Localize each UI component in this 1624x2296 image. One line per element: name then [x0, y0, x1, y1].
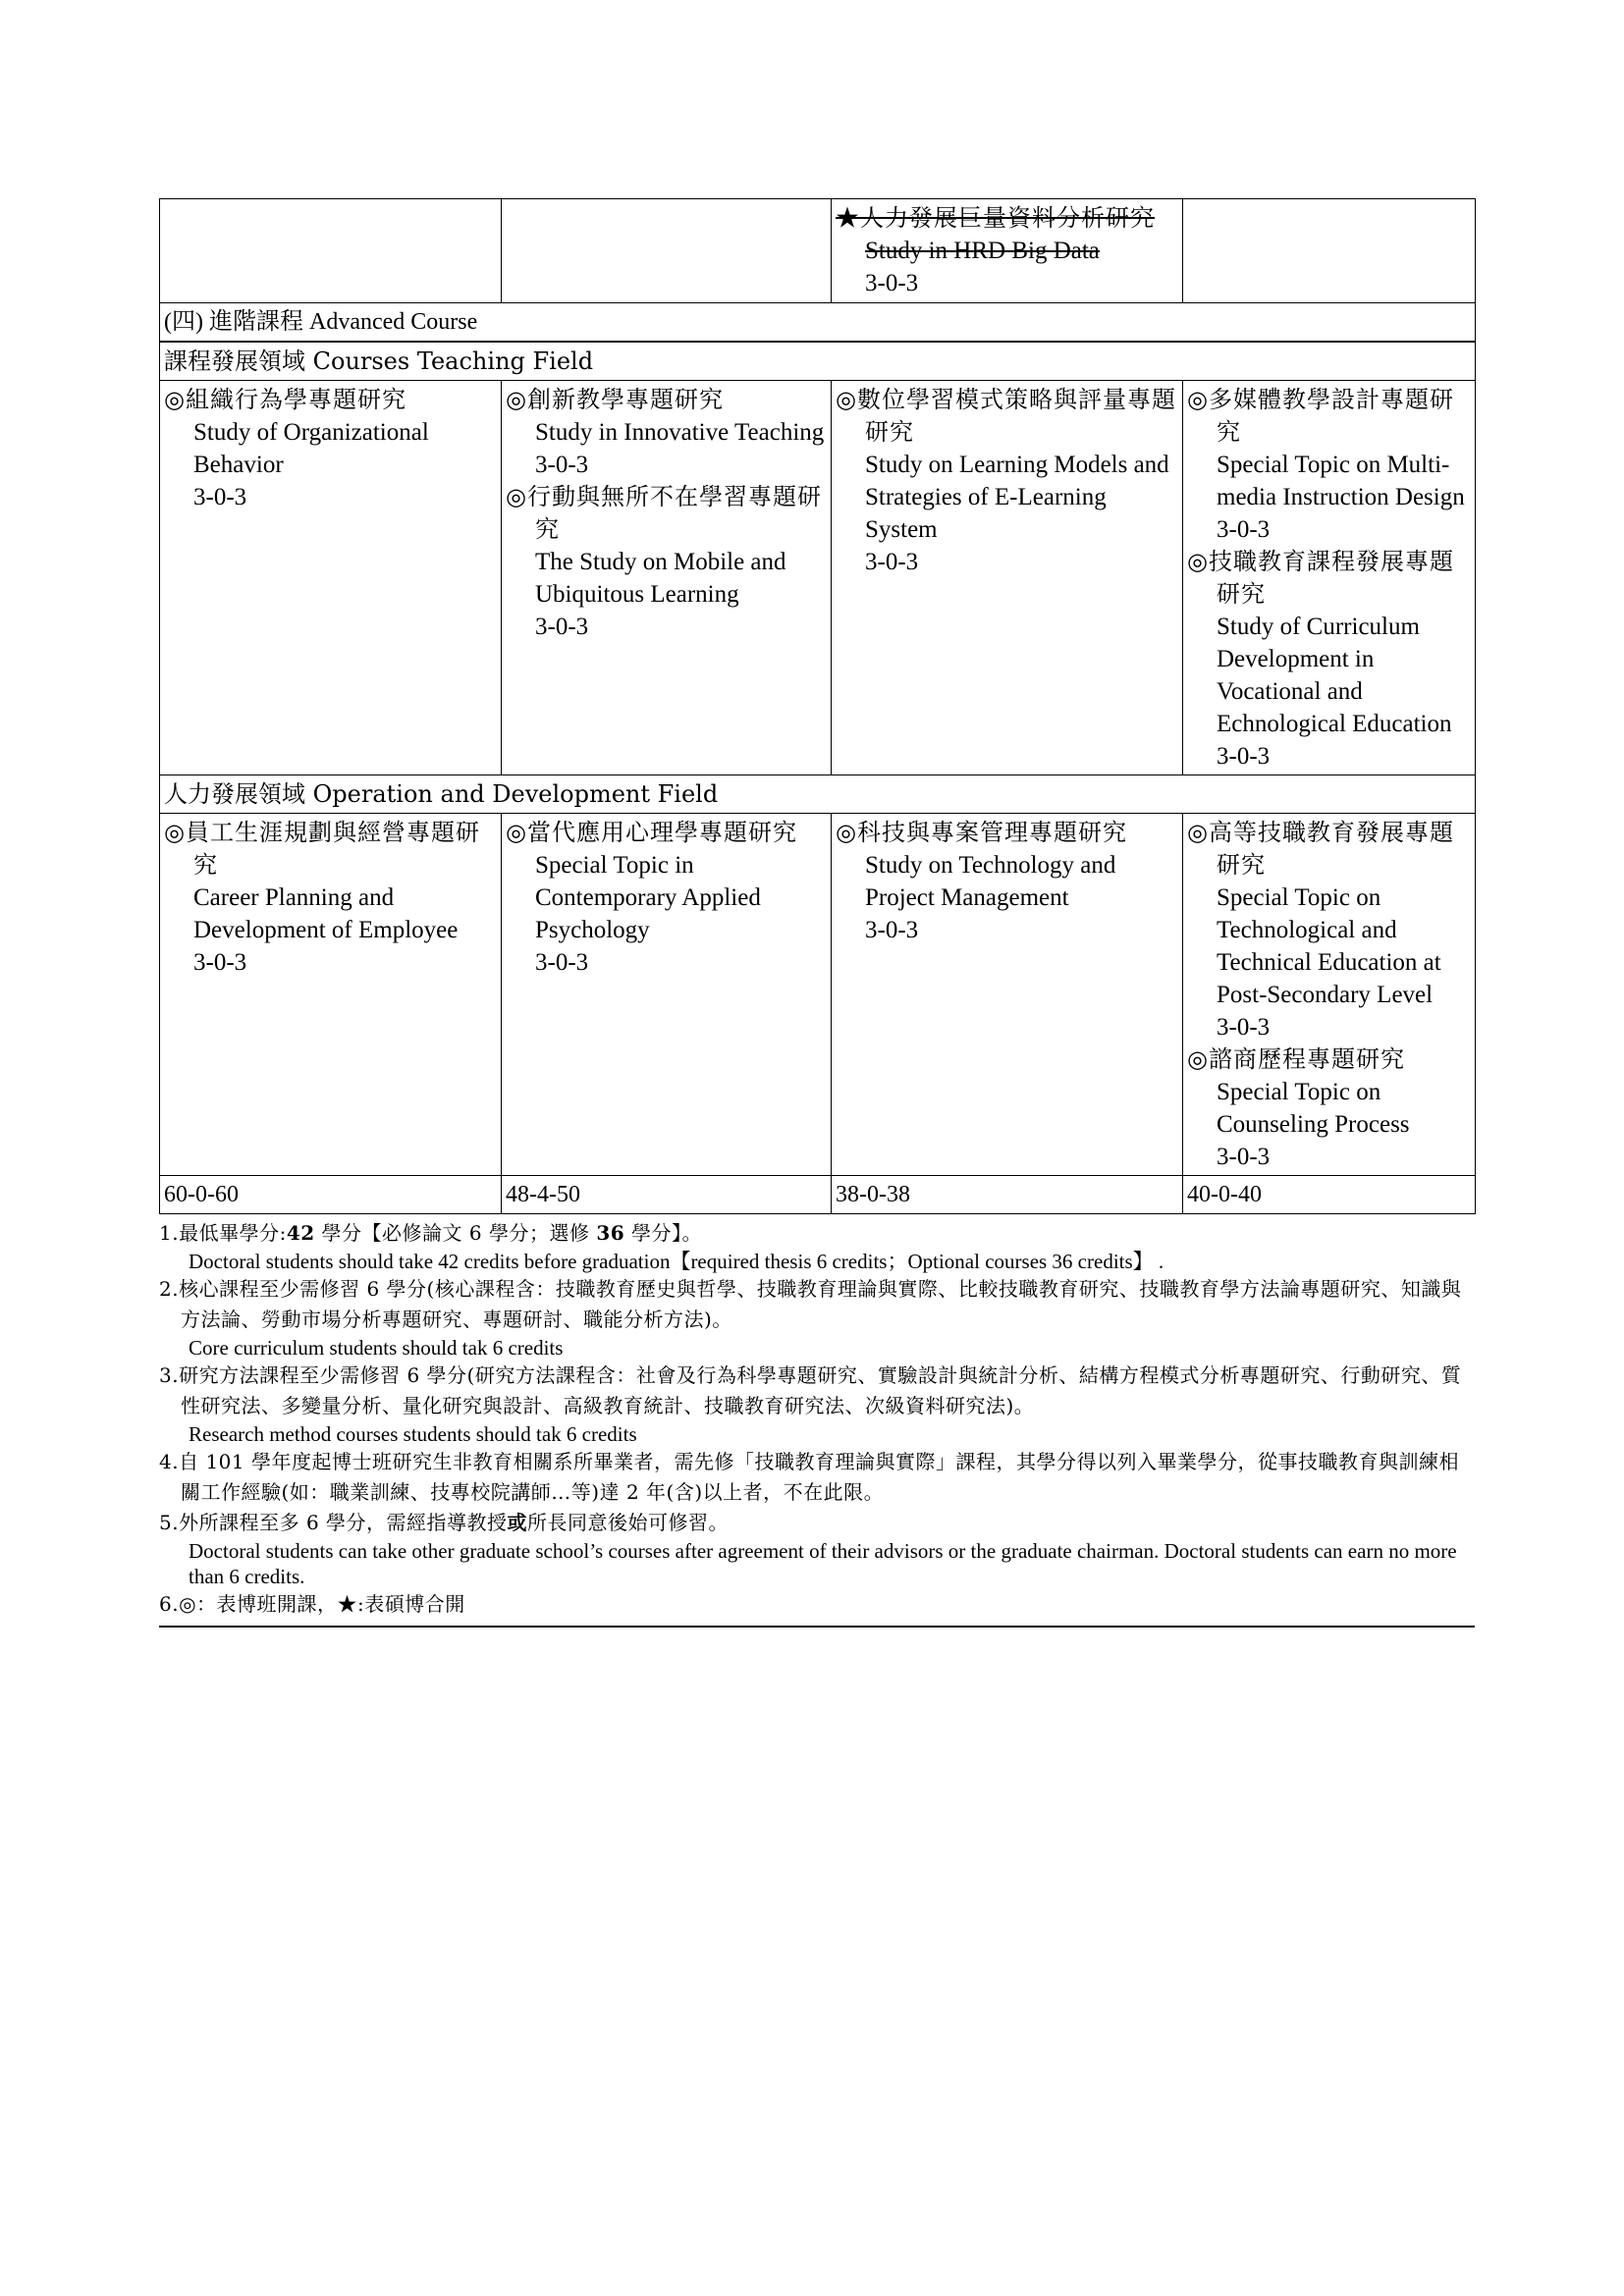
- note-3: 3.研究方法課程至少需修習 6 學分(研究方法課程含：社會及行為科學專題研究、實驗設計與統計分析、結構方程模式分析專題研究、行動研究、質性研究法、多變量分析、量化研究與設計、高級教育統計、技職教育研究法、次級資料研究法)。: [159, 1363, 1462, 1417]
- course-title: ◎多媒體教學設計專題研究: [1187, 386, 1454, 446]
- note-5: [159, 1508, 1475, 1538]
- course-credits: 3-0-3: [1217, 1144, 1271, 1170]
- note-2: 2.核心課程至少需修習 6 學分(核心課程含：技職教育歷史與哲學、技職教育理論與實際、比較技職教育研究、技職教育學方法論專題研究、知識與方法論、勞動市場分析專題研究、專題研討、職能分析方法)。: [159, 1277, 1462, 1331]
- course-title: ◎高等技職教育發展專題研究: [1187, 819, 1454, 879]
- field-heading-row: [160, 775, 1476, 814]
- course-column: [160, 381, 502, 775]
- course-title: ◎行動與無所不在學習專題研究: [506, 483, 822, 543]
- course-english-title: Study in HRD Big Data: [865, 238, 1100, 264]
- field-courses-row: [160, 814, 1476, 1176]
- note-4: 4.自 101 學年度起博士班研究生非教育相關系所畢業者，需先修「技職教育理論與實際」課程，其學分得以列入畢業學分，從事技職教育與訓練相關工作經驗(如：職業訓練、技專校院講師…等)達 2 年(含)以上者，不在此限。: [159, 1450, 1459, 1504]
- course-entry: [1187, 1043, 1471, 1173]
- course-credits: 3-0-3: [535, 949, 589, 976]
- curriculum-page: [159, 198, 1475, 1628]
- note-text: 學分】。: [624, 1221, 703, 1245]
- course-column: [832, 814, 1183, 1176]
- course-cell: [832, 199, 1183, 303]
- course-column: [502, 814, 832, 1176]
- curriculum-table: [159, 198, 1476, 1214]
- course-english-title: Special Topic on Multi-media Instruction Design: [1217, 452, 1465, 510]
- total-cell: 60-0-60: [160, 1176, 502, 1214]
- field-title-operation: 人力發展領域 Operation and Development Field: [160, 775, 1476, 814]
- course-english-title: Study of Curriculum Development in Vocational and Echnological Education: [1217, 614, 1452, 737]
- course-credits: 3-0-3: [865, 270, 919, 296]
- course-english-title: Study on Learning Models and Strategies of E-Learning System: [865, 452, 1169, 543]
- section-title: (四) 進階課程 Advanced Course: [160, 303, 1476, 343]
- total-cell: 38-0-38: [832, 1176, 1183, 1214]
- course-english-title: Study of Organizational Behavior: [193, 419, 429, 478]
- course-title: ◎員工生涯規劃與經營專題研究: [164, 819, 480, 879]
- course-entry: [164, 384, 497, 513]
- course-column: [160, 814, 502, 1176]
- note-1-english: Doctoral students should take 42 credits before graduation【required thesis 6 credits；Optional courses 36 credits】 .: [189, 1250, 1164, 1273]
- total-cell: 48-4-50: [502, 1176, 832, 1214]
- course-column: [1183, 381, 1476, 775]
- empty-cell: [1183, 199, 1476, 303]
- field-heading-row: [160, 342, 1476, 381]
- course-title: ◎諮商歷程專題研究: [1187, 1045, 1405, 1073]
- field-title-teaching: 課程發展領域 Courses Teaching Field: [160, 342, 1476, 381]
- course-credits: 3-0-3: [193, 949, 247, 976]
- totals-row: [160, 1176, 1476, 1214]
- course-english-title: The Study on Mobile and Ubiquitous Learning: [535, 549, 786, 608]
- course-english-title: Special Topic on Counseling Process: [1217, 1079, 1410, 1138]
- course-english-title: Career Planning and Development of Employee: [193, 884, 459, 943]
- course-credits: 3-0-3: [535, 614, 589, 640]
- total-cell: 40-0-40: [1183, 1176, 1476, 1214]
- field-courses-row: [160, 381, 1476, 775]
- course-column: [502, 381, 832, 775]
- course-title: ◎組織行為學專題研究: [164, 386, 406, 413]
- course-entry: [506, 817, 827, 979]
- course-title: ◎科技與專案管理專題研究: [836, 819, 1127, 846]
- note-text: 學分【必修論文 6 學分；選修: [314, 1221, 597, 1245]
- note-6: 6.◎：表博班開課，★:表碩博合開: [159, 1592, 465, 1616]
- note-bold: 42: [286, 1221, 315, 1245]
- course-english-title: Study in Innovative Teaching: [535, 419, 825, 446]
- course-entry: [164, 817, 497, 979]
- course-title: ◎創新教學專題研究: [506, 386, 724, 413]
- course-column: [1183, 814, 1476, 1176]
- note-1: [159, 1218, 1475, 1249]
- course-english-title: Special Topic on Technological and Technical Education at Post-Secondary Level: [1217, 884, 1441, 1008]
- course-title: ◎當代應用心理學專題研究: [506, 819, 797, 846]
- course-credits: 3-0-3: [535, 452, 589, 478]
- course-entry: [836, 384, 1178, 578]
- note-3-english: Research method courses students should tak 6 credits: [189, 1422, 637, 1446]
- table-row-top: [160, 199, 1476, 303]
- course-credits: 3-0-3: [865, 917, 919, 943]
- course-entry: [1187, 546, 1471, 773]
- note-text: 5.外所課程至多 6 學分，需經指導教授: [159, 1511, 508, 1534]
- note-text: 1.最低畢學分:: [159, 1221, 287, 1245]
- course-column: [832, 381, 1183, 775]
- course-title: ◎技職教育課程發展專題研究: [1187, 548, 1454, 608]
- course-english-title: Study on Technology and Project Management: [865, 852, 1116, 911]
- course-entry: [506, 384, 827, 481]
- course-english-title: Special Topic in Contemporary Applied Psychology: [535, 852, 761, 943]
- note-text: 所長同意後始可修習。: [527, 1511, 730, 1534]
- course-credits: 3-0-3: [865, 549, 919, 575]
- course-entry: [1187, 384, 1471, 546]
- note-bold: 或: [507, 1511, 528, 1534]
- empty-cell: [502, 199, 832, 303]
- note-2-english: Core curriculum students should tak 6 credits: [189, 1336, 564, 1360]
- course-credits: 3-0-3: [193, 484, 247, 510]
- notes-section: [159, 1214, 1475, 1628]
- course-title: ★人力發展巨量資料分析研究: [836, 204, 1155, 232]
- section-heading-row: [160, 303, 1476, 343]
- course-title: ◎數位學習模式策略與評量專題研究: [836, 386, 1176, 446]
- course-big-data: [836, 202, 1178, 299]
- note-5-english: Doctoral students can take other graduate school’s courses after agreement of their advisors or the graduate chairman. Doctoral students can earn no more than 6 credits.: [189, 1539, 1457, 1588]
- course-credits: 3-0-3: [1217, 516, 1271, 543]
- course-credits: 3-0-3: [1217, 743, 1271, 770]
- note-bold: 36: [596, 1221, 625, 1245]
- course-entry: [1187, 817, 1471, 1043]
- course-credits: 3-0-3: [1217, 1014, 1271, 1041]
- empty-cell: [160, 199, 502, 303]
- course-entry: [836, 817, 1178, 946]
- course-entry: [506, 481, 827, 643]
